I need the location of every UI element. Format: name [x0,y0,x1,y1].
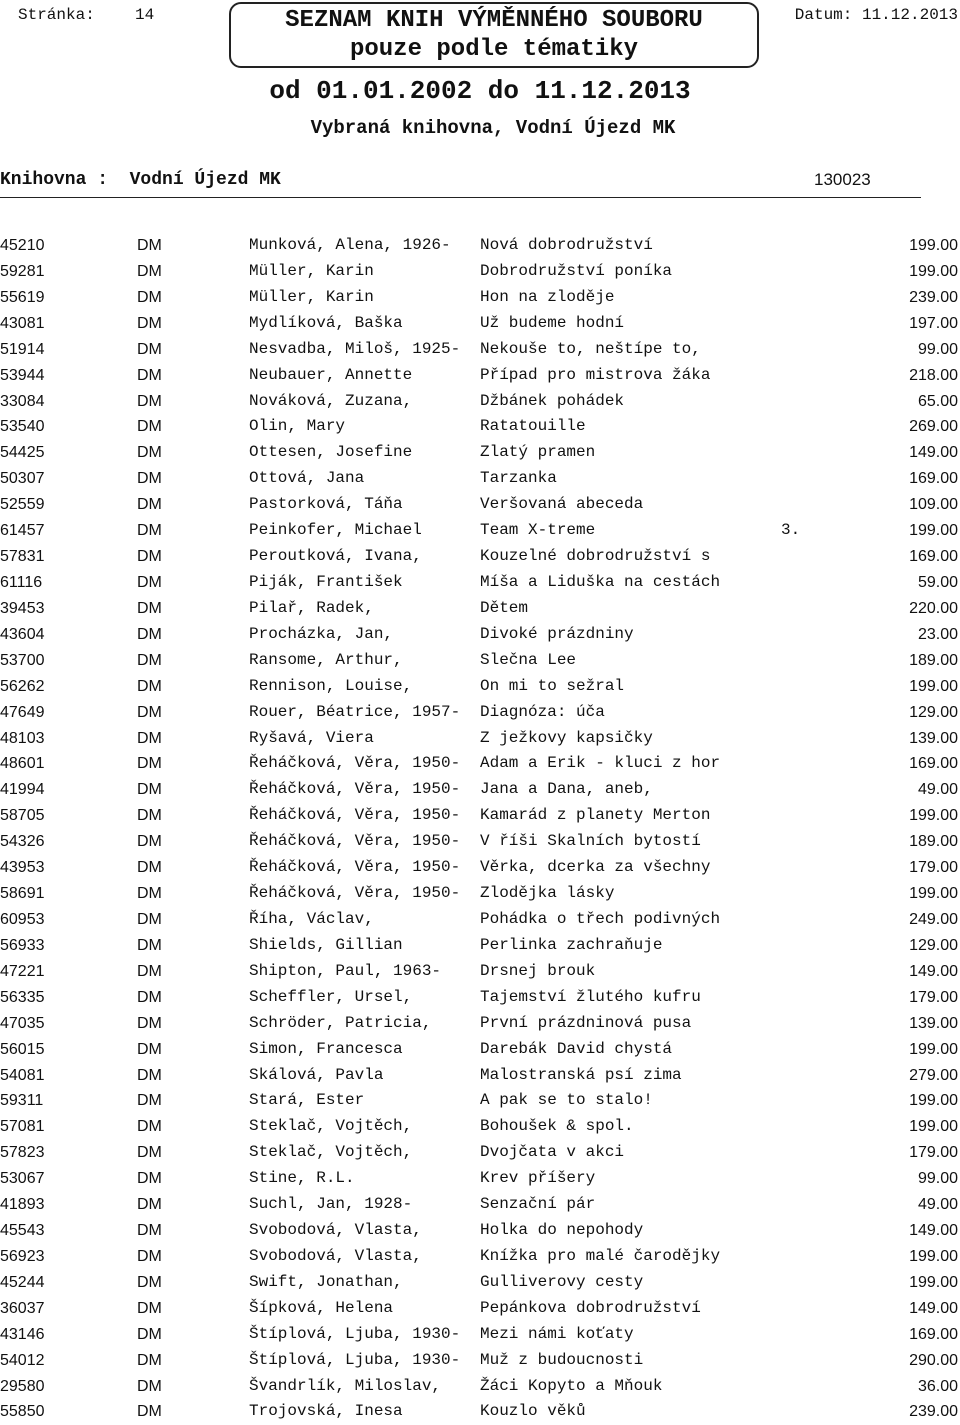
table-row [0,518,960,544]
book-price: 179.00 [909,859,958,877]
table-row [0,544,960,570]
book-price: 169.00 [909,548,958,566]
book-id: 54326 [0,833,45,851]
book-author: Mydlíková, Baška [249,313,403,332]
selected-library: Vybraná knihovna, Vodní Újezd MK [310,117,676,139]
book-title: Nová dobrodružství [480,236,653,254]
book-type: DM [137,1092,162,1110]
book-author: Swift, Jonathan, [249,1272,403,1291]
book-title: Kouzelné dobrodružství s [480,547,711,566]
book-id: 54012 [0,1351,45,1369]
report-subtitle: pouze podle tématiky [349,36,639,63]
table-row [0,285,960,311]
book-author: Müller, Karin [249,261,374,280]
book-author: Ransome, Arthur, [249,650,403,669]
book-type: DM [137,1299,162,1317]
table-row [0,1296,960,1322]
book-id: 53067 [0,1170,45,1188]
book-title: A pak se to stalo! [480,1091,653,1110]
book-author: Rouer, Béatrice, 1957- [249,702,461,721]
book-id: 53540 [0,418,45,436]
table-row [0,1166,960,1192]
book-id: 50307 [0,470,45,488]
book-type: DM [137,988,162,1006]
book-title: Tarzanka [480,469,557,488]
book-type: DM [137,237,162,254]
book-id: 45210 [0,237,45,254]
page-label: Stránka: [18,6,95,24]
book-title: Malostranská psí zima [480,1065,682,1084]
book-type: DM [137,288,162,306]
book-author: Svobodová, Vlasta, [249,1221,422,1240]
book-price: 197.00 [909,314,958,332]
header-divider [0,197,921,198]
page-number: 14 [135,6,155,24]
book-title: Knížka pro malé čarodějky [480,1246,721,1265]
book-author: Řeháčková, Věra, 1950- [249,780,461,799]
book-author: Svobodová, Vlasta, [249,1246,422,1265]
book-author: Steklač, Vojtěch, [249,1117,413,1136]
table-row [0,570,960,596]
book-id: 43953 [0,859,45,877]
book-title: Žáci Kopyto a Mňouk [480,1376,663,1395]
book-type: DM [137,1325,162,1343]
table-row [0,1192,960,1218]
book-id: 48601 [0,755,45,773]
report-date: Datum: 11.12.2013 [794,6,958,24]
book-type: DM [137,859,162,877]
book-type: DM [137,340,162,358]
table-row [0,1037,960,1063]
book-price: 149.00 [909,962,958,980]
book-title: Ratatouille [480,417,586,436]
table-row [0,389,960,415]
book-type: DM [137,1196,162,1214]
book-author: Steklač, Vojtěch, [249,1143,413,1162]
book-price: 129.00 [909,936,958,954]
book-author: Říha, Václav, [249,909,374,928]
book-id: 51914 [0,340,45,358]
table-row [0,1270,960,1296]
book-id: 59281 [0,262,45,280]
book-price: 139.00 [909,729,958,747]
table-row [0,596,960,622]
book-author: Rennison, Louise, [249,676,413,695]
book-author: Nováková, Zuzana, [249,391,413,410]
table-row [0,1348,960,1374]
book-author: Stine, R.L. [249,1169,355,1188]
book-price: 199.00 [909,1092,958,1110]
book-price: 65.00 [917,392,958,410]
book-id: 58691 [0,885,45,903]
book-author: Munková, Alena, 1926- [249,236,451,254]
book-type: DM [137,522,162,540]
book-author: Shields, Gillian [249,935,403,954]
book-type: DM [137,1144,162,1162]
book-id: 61116 [0,573,43,591]
book-title: Gulliverovy cesty [480,1272,644,1291]
book-author: Ryšavá, Viera [249,728,374,747]
book-id: 61457 [0,522,45,540]
book-type: DM [137,1351,162,1369]
book-id: 41994 [0,781,45,799]
book-price: 49.00 [917,781,958,799]
table-row [0,777,960,803]
book-id: 57823 [0,1144,45,1162]
book-title: Hon na zloděje [480,287,615,306]
book-type: DM [137,962,162,980]
book-title: Holka do nepohody [480,1221,644,1240]
table-row [0,414,960,440]
book-price: 199.00 [909,522,958,540]
book-author: Řeháčková, Věra, 1950- [249,884,461,903]
book-title: Dvojčata v akci [480,1143,625,1162]
book-id: 54081 [0,1066,45,1084]
book-author: Scheffler, Ursel, [249,987,413,1006]
book-author: Řeháčková, Věra, 1950- [249,806,461,825]
book-type: DM [137,444,162,462]
book-author: Müller, Karin [249,287,374,306]
table-row [0,337,960,363]
book-type: DM [137,1273,162,1291]
book-type: DM [137,1040,162,1058]
table-row [0,1244,960,1270]
report-title-box [229,2,759,68]
book-price: 49.00 [917,1196,958,1214]
book-type: DM [137,885,162,903]
book-id: 43604 [0,625,45,643]
book-type: DM [137,392,162,410]
book-id: 56262 [0,677,45,695]
book-price: 290.00 [909,1351,958,1369]
table-row [0,259,960,285]
book-id: 45543 [0,1222,45,1240]
library-label: Knihovna : Vodní Újezd MK [0,170,281,190]
book-type: DM [137,1377,162,1395]
book-id: 33084 [0,392,45,410]
book-author: Peinkofer, Michael [249,521,422,540]
book-type: DM [137,625,162,643]
book-type: DM [137,1222,162,1240]
book-price: 199.00 [909,1118,958,1136]
book-author: Peroutková, Ivana, [249,547,422,566]
book-title: Bohoušek & spol. [480,1117,634,1136]
book-author: Skálová, Pavla [249,1065,384,1084]
book-id: 55619 [0,288,45,306]
table-row [0,1140,960,1166]
book-type: DM [137,833,162,851]
table-row [0,311,960,337]
table-row [0,1063,960,1089]
table-row [0,1011,960,1037]
book-title: Kamarád z planety Merton [480,806,711,825]
table-row [0,700,960,726]
book-title: Drsnej brouk [480,961,596,980]
book-type: DM [137,807,162,825]
table-row [0,492,960,518]
book-type: DM [137,755,162,773]
book-id: 56923 [0,1247,45,1265]
report-title: SEZNAM KNIH VÝMĚNNÉHO SOUBORU [285,7,703,34]
book-type: DM [137,366,162,384]
book-title: Kouzlo věků [480,1402,586,1421]
book-title: Adam a Erik - kluci z hor [480,754,721,773]
table-row [0,829,960,855]
book-author: Řeháčková, Věra, 1950- [249,858,461,877]
book-author: Řeháčková, Věra, 1950- [249,832,461,851]
table-row [0,440,960,466]
book-author: Šípková, Helena [249,1298,394,1317]
book-id: 56015 [0,1040,45,1058]
table-row [0,726,960,752]
book-price: 239.00 [909,1403,958,1421]
book-type: DM [137,781,162,799]
book-id: 36037 [0,1299,45,1317]
book-type: DM [137,418,162,436]
book-id: 53944 [0,366,45,384]
book-id: 29580 [0,1377,45,1395]
book-author: Štíplová, Ljuba, 1930- [249,1350,461,1369]
book-price: 139.00 [909,1014,958,1032]
book-title: V říši Skalních bytostí [480,832,701,851]
table-row [0,959,960,985]
table-row [0,1218,960,1244]
book-title: Pepánkova dobrodružství [480,1298,701,1317]
book-price: 199.00 [909,1273,958,1291]
book-price: 189.00 [909,833,958,851]
table-row [0,233,960,259]
book-price: 199.00 [909,885,958,903]
book-type: DM [137,599,162,617]
book-id: 54425 [0,444,45,462]
book-price: 179.00 [909,988,958,1006]
table-row [0,907,960,933]
book-price: 279.00 [909,1066,958,1084]
book-id: 55850 [0,1403,45,1421]
table-row [0,466,960,492]
book-title: Z ježkovy kapsičky [480,728,653,747]
book-title: Diagnóza: úča [480,702,605,721]
book-title: Míša a Liduška na cestách [480,572,721,591]
book-author: Pastorková, Táňa [249,495,403,514]
book-price: 199.00 [909,262,958,280]
table-row [0,933,960,959]
book-price: 249.00 [909,910,958,928]
book-title: On mi to sežral [480,676,625,695]
book-author: Simon, Francesca [249,1039,403,1058]
book-author: Řeháčková, Věra, 1950- [249,754,461,773]
book-title: Jana a Dana, aneb, [480,780,653,799]
book-price: 199.00 [909,237,958,254]
book-id: 48103 [0,729,45,747]
table-row [0,881,960,907]
book-type: DM [137,262,162,280]
book-price: 199.00 [909,1040,958,1058]
book-title: Zlodějka lásky [480,884,615,903]
book-price: 179.00 [909,1144,958,1162]
book-title: Perlinka zachraňuje [480,935,663,954]
book-title: Senzační pár [480,1195,596,1214]
book-author: Shipton, Paul, 1963- [249,961,442,980]
book-id: 47035 [0,1014,45,1032]
book-id: 39453 [0,599,45,617]
book-author: Pilař, Radek, [249,598,374,617]
book-id: 53700 [0,651,45,669]
book-price: 149.00 [909,1299,958,1317]
book-title: Krev příšery [480,1169,596,1188]
book-price: 23.00 [917,625,958,643]
table-row [0,803,960,829]
book-id: 57081 [0,1118,45,1136]
book-title: Muž z budoucnosti [480,1350,644,1369]
book-author: Piják, František [249,572,403,591]
book-author: Štíplová, Ljuba, 1930- [249,1324,461,1343]
book-title: Dětem [480,598,529,617]
book-type: DM [137,910,162,928]
table-row [0,1374,960,1400]
book-id: 47221 [0,962,45,980]
book-price: 149.00 [909,1222,958,1240]
book-title: Veršovaná abeceda [480,495,644,514]
book-title: Pohádka o třech podivných [480,909,721,928]
book-volume: 3. [781,521,801,540]
book-price: 218.00 [909,366,958,384]
book-price: 199.00 [909,677,958,695]
book-title: Už budeme hodní [480,313,625,332]
book-id: 56933 [0,936,45,954]
book-id: 52559 [0,496,45,514]
book-price: 129.00 [909,703,958,721]
book-price: 109.00 [909,496,958,514]
table-row [0,1322,960,1348]
book-title: Mezi námi koťaty [480,1324,634,1343]
book-title: První prázdninová pusa [480,1013,692,1032]
book-price: 189.00 [909,651,958,669]
book-type: DM [137,1403,162,1421]
book-id: 60953 [0,910,45,928]
table-row [0,1114,960,1140]
table-row [0,855,960,881]
book-price: 169.00 [909,470,958,488]
book-title: Darebák David chystá [480,1039,673,1058]
book-title: Džbánek pohádek [480,391,625,410]
book-author: Trojovská, Inesa [249,1402,403,1421]
table-row [0,1399,960,1425]
book-id: 59311 [0,1092,44,1110]
book-id: 43081 [0,314,45,332]
book-author: Švandrlík, Miloslav, [249,1376,442,1395]
book-id: 56335 [0,988,45,1006]
table-row [0,648,960,674]
book-type: DM [137,1014,162,1032]
book-type: DM [137,548,162,566]
book-price: 220.00 [909,599,958,617]
book-price: 239.00 [909,288,958,306]
book-type: DM [137,1118,162,1136]
book-id: 45244 [0,1273,45,1291]
book-title: Nekouše to, neštípe to, [480,339,701,358]
book-type: DM [137,936,162,954]
book-title: Zlatý pramen [480,443,596,462]
table-row [0,622,960,648]
book-author: Nesvadba, Miloš, 1925- [249,339,461,358]
book-title: Dobrodružství poníka [480,261,673,280]
book-type: DM [137,729,162,747]
book-type: DM [137,470,162,488]
book-type: DM [137,573,162,591]
book-type: DM [137,703,162,721]
book-type: DM [137,1066,162,1084]
book-price: 199.00 [909,1247,958,1265]
book-type: DM [137,314,162,332]
table-row [0,985,960,1011]
book-price: 99.00 [917,1170,958,1188]
book-author: Suchl, Jan, 1928- [249,1195,413,1214]
book-title: Případ pro mistrova žáka [480,365,711,384]
book-id: 57831 [0,548,45,566]
table-row [0,751,960,777]
book-author: Ottesen, Josefine [249,443,413,462]
book-id: 43146 [0,1325,45,1343]
book-price: 169.00 [909,755,958,773]
book-author: Olin, Mary [249,417,346,436]
book-author: Stará, Ester [249,1091,365,1110]
book-type: DM [137,651,162,669]
table-row [0,363,960,389]
book-price: 169.00 [909,1325,958,1343]
date-range: od 01.01.2002 do 11.12.2013 [269,76,691,106]
book-title: Divoké prázdniny [480,624,634,643]
book-price: 36.00 [917,1377,958,1395]
book-type: DM [137,1170,162,1188]
book-id: 47649 [0,703,45,721]
book-title: Tajemství žlutého kufru [480,987,701,1006]
book-list [0,233,960,1425]
book-price: 99.00 [917,340,958,358]
book-price: 59.00 [917,573,958,591]
book-price: 269.00 [909,418,958,436]
book-price: 149.00 [909,444,958,462]
table-row [0,1088,960,1114]
book-price: 199.00 [909,807,958,825]
book-author: Procházka, Jan, [249,624,394,643]
book-id: 41893 [0,1196,45,1214]
book-type: DM [137,677,162,695]
book-title: Slečna Lee [480,650,577,669]
book-title: Team X-treme [480,521,596,540]
book-id: 58705 [0,807,45,825]
book-author: Schröder, Patricia, [249,1013,432,1032]
book-author: Ottová, Jana [249,469,365,488]
book-type: DM [137,496,162,514]
book-title: Věrka, dcerka za všechny [480,858,711,877]
library-code: 130023 [814,170,871,189]
book-author: Neubauer, Annette [249,365,413,384]
book-type: DM [137,1247,162,1265]
table-row [0,674,960,700]
